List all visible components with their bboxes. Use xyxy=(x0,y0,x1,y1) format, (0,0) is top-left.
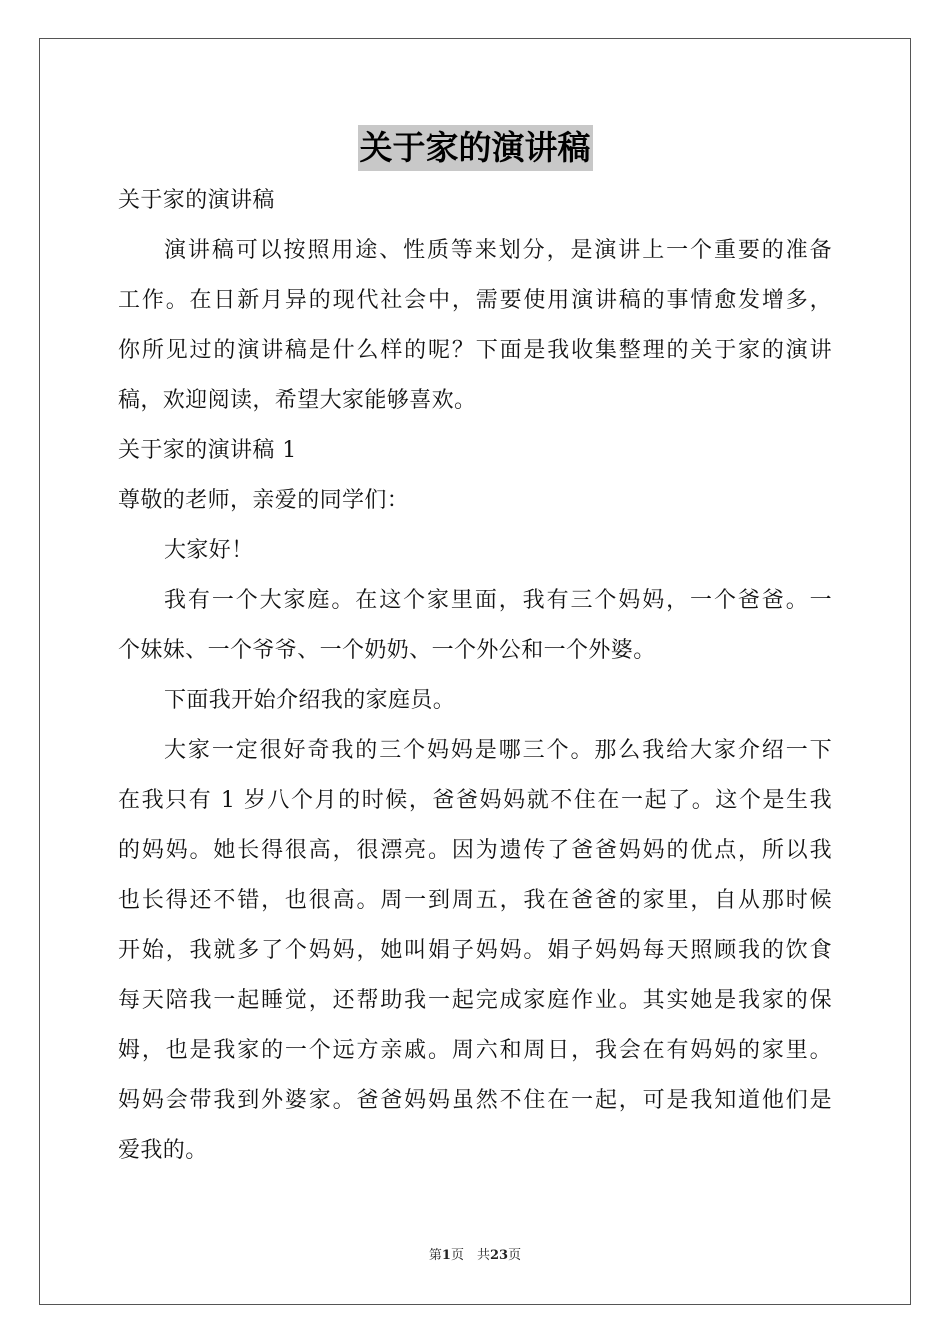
title-container xyxy=(0,125,950,171)
document-body xyxy=(118,176,832,1176)
section-heading: 关于家的演讲稿 1 xyxy=(118,438,297,463)
document-title: 关于家的演讲稿 xyxy=(358,125,593,171)
paragraph-line: 也长得还不错，也很高。周一到周五，我在爸爸的家里，自从那时候 xyxy=(118,888,832,913)
paragraph-line: 大家一定很好奇我的三个妈妈是哪三个。那么我给大家介绍一下 xyxy=(164,738,832,763)
footer-prefix: 第 xyxy=(428,1248,442,1263)
paragraph-line: 爱我的。 xyxy=(118,1138,208,1163)
paragraph-line: 开始，我就多了个妈妈，她叫娟子妈妈。娟子妈妈每天照顾我的饮食 xyxy=(118,938,832,963)
paragraph-line: 工作。在日新月异的现代社会中，需要使用演讲稿的事情愈发增多， xyxy=(118,288,832,313)
paragraph-line: 妈妈会带我到外婆家。爸爸妈妈虽然不住在一起，可是我知道他们是 xyxy=(118,1088,832,1113)
footer-suffix: 页 xyxy=(508,1248,522,1263)
total-page-number: 23 xyxy=(489,1248,509,1263)
paragraph-line: 你所见过的演讲稿是什么样的呢？下面是我收集整理的关于家的演讲 xyxy=(118,338,832,363)
paragraph-line: 在我只有 1 岁八个月的时候，爸爸妈妈就不住在一起了。这个是生我 xyxy=(118,788,832,813)
subtitle-line: 关于家的演讲稿 xyxy=(118,188,275,213)
paragraph-line: 稿，欢迎阅读，希望大家能够喜欢。 xyxy=(118,388,477,413)
footer-mid: 页 共 xyxy=(450,1248,490,1263)
paragraph-line: 姆，也是我家的一个远方亲戚。周六和周日，我会在有妈妈的家里。 xyxy=(118,1038,832,1063)
paragraph-line: 演讲稿可以按照用途、性质等来划分，是演讲上一个重要的准备 xyxy=(164,238,832,263)
paragraph-line: 每天陪我一起睡觉，还帮助我一起完成家庭作业。其实她是我家的保 xyxy=(118,988,832,1013)
paragraph-line: 我有一个大家庭。在这个家里面，我有三个妈妈，一个爸爸。一 xyxy=(164,588,832,613)
greeting-line: 大家好！ xyxy=(164,538,254,563)
paragraph-line: 的妈妈。她长得很高，很漂亮。因为遗传了爸爸妈妈的优点，所以我 xyxy=(118,838,832,863)
salutation-line: 尊敬的老师，亲爱的同学们： xyxy=(118,488,410,513)
paragraph-line: 下面我开始介绍我的家庭员。 xyxy=(164,688,456,713)
page-footer xyxy=(0,1246,950,1266)
paragraph-line: 个妹妹、一个爷爷、一个奶奶、一个外公和一个外婆。 xyxy=(118,638,656,663)
current-page-number: 1 xyxy=(441,1248,451,1263)
